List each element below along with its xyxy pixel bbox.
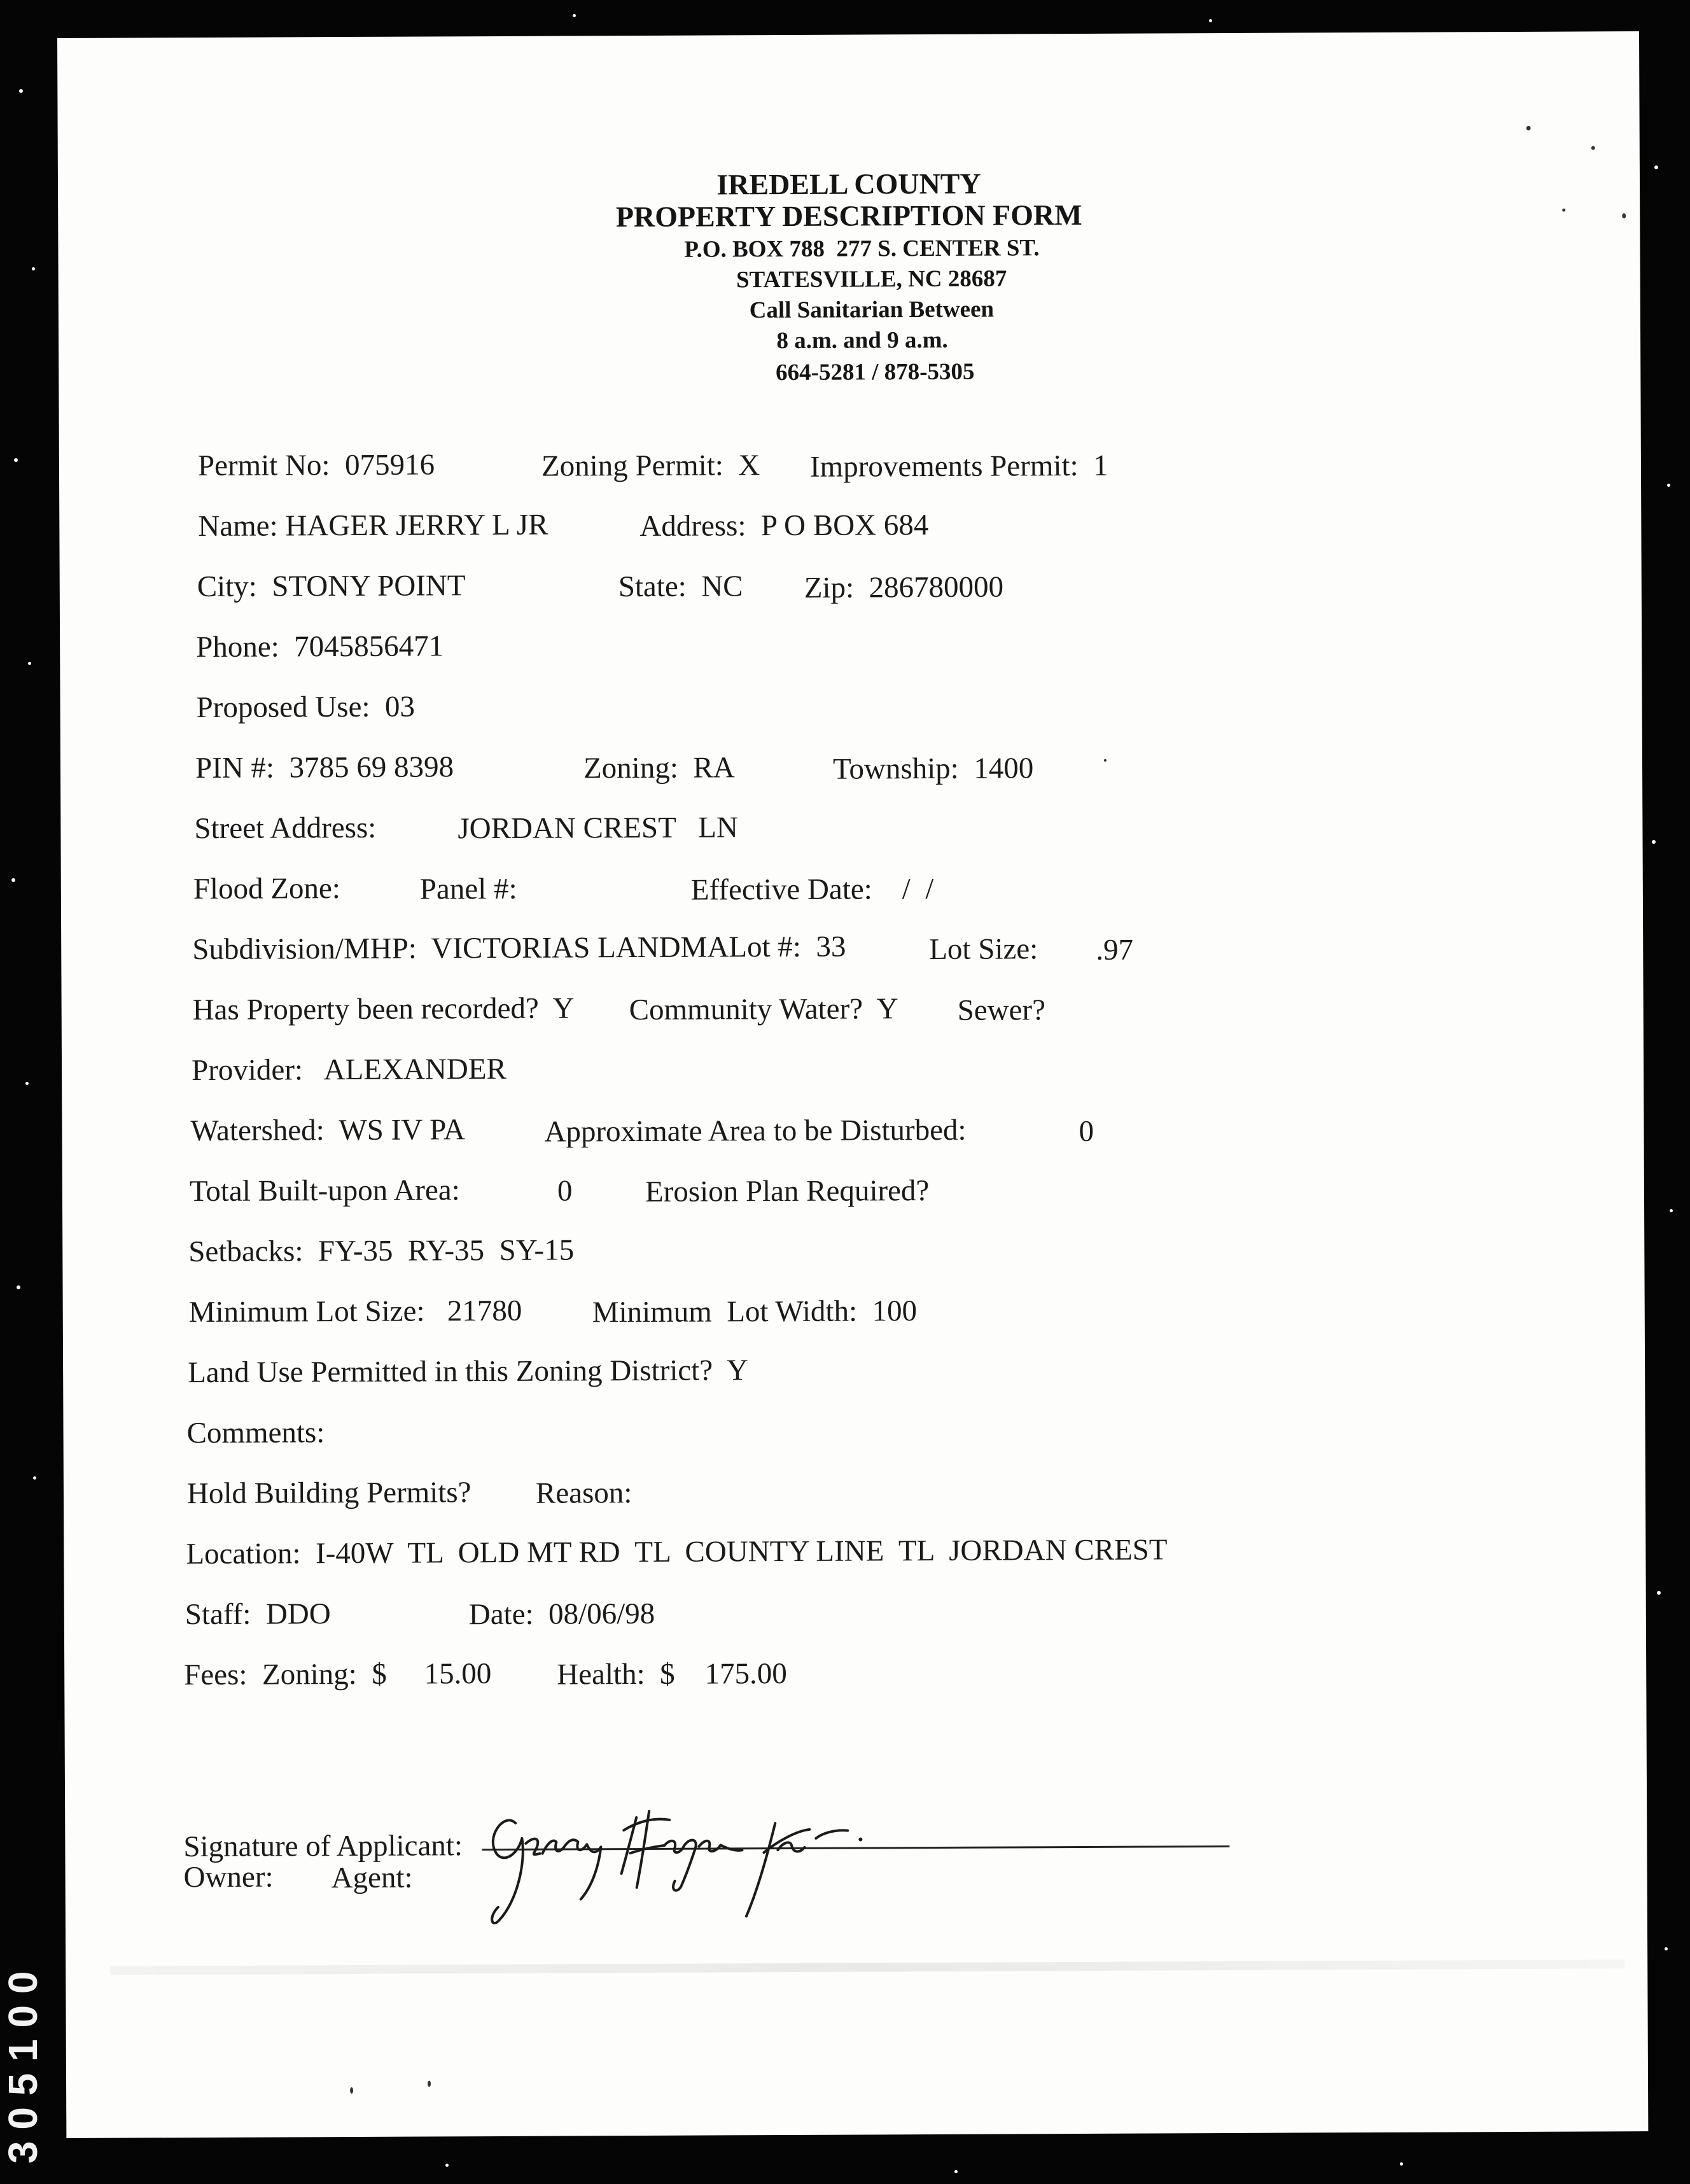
lot-size-value: .97 xyxy=(1096,933,1134,967)
land-use-permitted: Land Use Permitted in this Zoning District? Y xyxy=(188,1354,748,1390)
header-form-title: PROPERTY DESCRIPTION FORM xyxy=(615,198,1082,234)
community-water: Community Water? Y xyxy=(629,992,898,1027)
agent-label: Agent: xyxy=(331,1861,413,1895)
scan-speck xyxy=(1562,209,1565,212)
scan-speck xyxy=(32,267,35,270)
scan-speck xyxy=(1654,165,1658,169)
scan-speck xyxy=(11,878,15,882)
scan-speck xyxy=(1667,484,1670,487)
phone: Phone: 7045856471 xyxy=(196,629,444,664)
watershed: Watershed: WS IV PA xyxy=(190,1113,466,1148)
city: City: STONY POINT xyxy=(197,569,466,604)
scan-speck xyxy=(25,1082,29,1085)
fees-health: Health: $ 175.00 xyxy=(557,1657,787,1691)
effective-date: Effective Date: / / xyxy=(690,872,934,907)
street-address-value: JORDAN CREST LN xyxy=(457,811,739,846)
lot-size-label: Lot Size: xyxy=(929,932,1038,967)
comments: Comments: xyxy=(186,1416,325,1450)
property-recorded: Has Property been recorded? Y xyxy=(192,991,575,1027)
improvements-permit: Improvements Permit: 1 xyxy=(809,449,1108,484)
applicant-address: Address: P O BOX 684 xyxy=(639,508,929,543)
zoning: Zoning: RA xyxy=(583,751,735,785)
minimum-lot-size: Minimum Lot Size: 21780 xyxy=(188,1294,522,1329)
scan-speck xyxy=(1622,213,1626,218)
hold-building-permits: Hold Building Permits? xyxy=(186,1476,471,1511)
scan-speck xyxy=(445,2164,449,2167)
scan-speck xyxy=(1670,1209,1673,1212)
margin-bates-number: 3 0 5 1 0 0 xyxy=(0,1971,46,2164)
pin-number: PIN #: 3785 69 8398 xyxy=(195,750,454,785)
fees-zoning: Fees: Zoning: $ 15.00 xyxy=(184,1657,492,1692)
scan-speck xyxy=(33,1476,36,1480)
scan-speck xyxy=(1665,1947,1668,1950)
applicant-signature xyxy=(478,1791,956,1939)
proposed-use: Proposed Use: 03 xyxy=(196,690,416,725)
built-upon-area-value: 0 xyxy=(557,1174,573,1208)
scan-speck xyxy=(1209,19,1212,22)
zip-code: Zip: 286780000 xyxy=(804,570,1004,605)
area-disturbed-value: 0 xyxy=(1079,1114,1094,1149)
owner-label: Owner: xyxy=(183,1860,274,1894)
state: State: NC xyxy=(618,570,743,604)
header-call-line2: 8 a.m. and 9 a.m. xyxy=(776,326,948,354)
scan-speck xyxy=(1591,146,1595,150)
zoning-permit: Zoning Permit: X xyxy=(541,449,760,483)
sewer: Sewer? xyxy=(957,993,1046,1027)
header-address-line1: P.O. BOX 788 277 S. CENTER ST. xyxy=(684,235,1040,263)
street-address-label: Street Address: xyxy=(194,811,377,846)
scan-speck xyxy=(350,2087,353,2094)
date: Date: 08/06/98 xyxy=(468,1597,655,1632)
provider: Provider: ALEXANDER xyxy=(191,1052,506,1088)
location: Location: I-40W TL OLD MT RD TL COUNTY LINE TL JORDAN CREST xyxy=(186,1533,1168,1571)
scan-noise-band xyxy=(110,1959,1624,1975)
minimum-lot-width: Minimum Lot Width: 100 xyxy=(592,1294,918,1329)
scan-speck xyxy=(17,1285,20,1289)
scan-speck xyxy=(1400,2162,1403,2166)
subdivision-lot: Subdivision/MHP: VICTORIAS LANDMALot #: 33 xyxy=(192,930,846,967)
scan-speck xyxy=(19,89,23,93)
scan-speck xyxy=(573,14,576,17)
scan-speck xyxy=(954,2170,958,2173)
applicant-name: Name: HAGER JERRY L JR xyxy=(198,508,548,543)
scan-speck xyxy=(1526,126,1531,130)
scan-speck xyxy=(14,458,18,462)
header-address-line2: STATESVILLE, NC 28687 xyxy=(736,265,1007,293)
township: Township: 1400 xyxy=(832,752,1034,786)
signature-label: Signature of Applicant: xyxy=(183,1829,463,1864)
scan-speck xyxy=(1657,1591,1661,1595)
panel-number: Panel #: xyxy=(419,872,517,906)
reason: Reason: xyxy=(535,1476,632,1510)
erosion-plan: Erosion Plan Required? xyxy=(645,1174,930,1208)
header-call-line1: Call Sanitarian Between xyxy=(749,296,995,324)
scan-speck xyxy=(1104,759,1107,762)
document-page xyxy=(57,31,1648,2138)
scan-speck xyxy=(428,2080,431,2087)
flood-zone: Flood Zone: xyxy=(193,872,341,906)
built-upon-area-label: Total Built-upon Area: xyxy=(189,1173,460,1208)
header-phones: 664-5281 / 878-5305 xyxy=(775,358,975,386)
setbacks: Setbacks: FY-35 RY-35 SY-15 xyxy=(188,1233,575,1269)
staff: Staff: DDO xyxy=(185,1597,331,1632)
permit-number: Permit No: 075916 xyxy=(197,448,435,483)
scan-speck xyxy=(1652,840,1656,844)
scan-speck xyxy=(28,662,31,665)
header-county: IREDELL COUNTY xyxy=(716,167,981,201)
area-disturbed-label: Approximate Area to be Disturbed: xyxy=(544,1113,967,1149)
